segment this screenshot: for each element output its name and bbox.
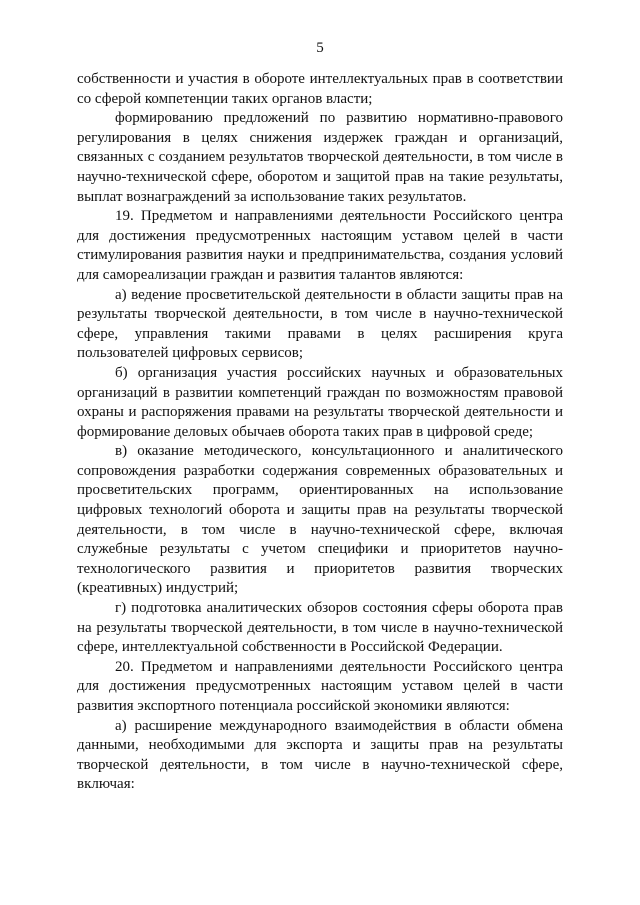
paragraph-item-20-a: а) расширение международного взаимодействия в области обмена данными, необходимыми для экспорта и защиты прав на результаты творческой деятельности, в том числе в научно-технической сфере, включая:: [77, 717, 563, 793]
document-body: [77, 70, 563, 795]
paragraph-item-19-g: г) подготовка аналитических обзоров состояния сферы оборота прав на результаты творческой деятельности, в том числе в научно-технической сфере, интеллектуальной собственности в Российской Федерации.: [77, 600, 563, 656]
paragraph-continuation: собственности и участия в обороте интеллектуальных прав в соответствии со сферой компетенции таких органов власти;: [77, 71, 563, 107]
paragraph-item-19-b: б) организация участия российских научных и образовательных организаций в развитии компетенций граждан по возможностям правовой охраны и распоряжения правами на результаты творческой деятельности и формирование деловых обычаев оборота таких прав в цифровой среде;: [77, 364, 563, 440]
paragraph-item-19-a: а) ведение просветительской деятельности в области защиты прав на результаты творческой деятельности, в том числе в научно-технической сфере, управления такими правами в целях расширения круга пользователей цифровых сервисов;: [77, 286, 563, 362]
paragraph-item-20: 20. Предметом и направлениями деятельности Российского центра для достижения предусмотренных настоящим уставом целей в части развития экспортного потенциала российской экономики являются:: [77, 658, 563, 714]
paragraph-proposals: формированию предложений по развитию нормативно-правового регулирования в целях снижения издержек граждан и организаций, связанных с созданием результатов творческой деятельности, в том числе в научно-технической сфере, оборотом и защитой прав на такие результаты, выплат вознаграждений за использование таких результатов.: [77, 110, 563, 205]
page-number: 5: [316, 40, 324, 56]
paragraph-item-19-v: в) оказание методического, консультационного и аналитического сопровождения разработки содержания современных образовательных и просветительских программ, ориентированных на использование цифровых технологий оборота и защиты прав на результаты творческой деятельности, в том числе в научно-технической сфере, включая служебные результаты с учетом специфики и приоритетов научно-технологического развития и приоритетов развития творческих (креативных) индустрий;: [77, 443, 563, 597]
paragraph-item-19: 19. Предметом и направлениями деятельности Российского центра для достижения предусмотренных настоящим уставом целей в части стимулирования развития науки и предпринимательства, создания условий для самореализации граждан и развития талантов являются:: [77, 208, 563, 283]
